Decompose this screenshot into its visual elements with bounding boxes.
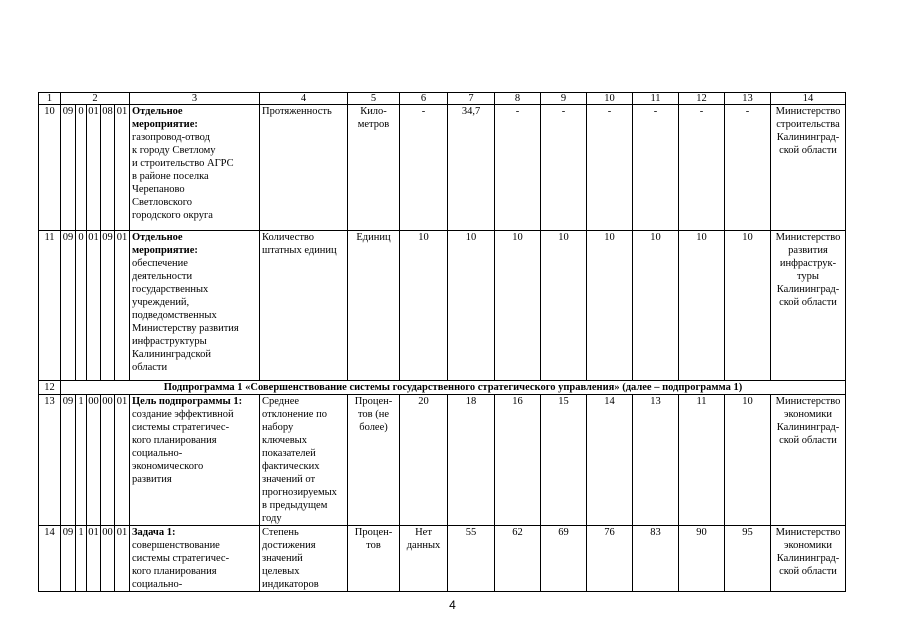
value-cell: 11 bbox=[679, 395, 725, 526]
code-cell: 00 bbox=[101, 395, 115, 526]
value-cell: 13 bbox=[633, 395, 679, 526]
value-cell: - bbox=[495, 105, 541, 231]
value-cell: - bbox=[587, 105, 633, 231]
table-row bbox=[39, 526, 846, 592]
code-cell: 09 bbox=[61, 526, 76, 592]
value-cell: 18 bbox=[448, 395, 495, 526]
code-cell: 09 bbox=[101, 231, 115, 381]
header-cell: 5 bbox=[348, 93, 400, 105]
code-cell: 01 bbox=[115, 395, 130, 526]
value-cell: 10 bbox=[587, 231, 633, 381]
responsible-cell: Министерство экономики Калининград- ской области bbox=[771, 395, 846, 526]
header-cell: 11 bbox=[633, 93, 679, 105]
code-cell: 01 bbox=[115, 526, 130, 592]
indicator-cell: Протяженность bbox=[260, 105, 348, 231]
value-cell: 34,7 bbox=[448, 105, 495, 231]
code-cell: 01 bbox=[115, 105, 130, 231]
value-cell: - bbox=[541, 105, 587, 231]
unit-cell: Единиц bbox=[348, 231, 400, 381]
goal-name-cell bbox=[130, 395, 260, 526]
value-cell: 10 bbox=[448, 231, 495, 381]
header-cell: 6 bbox=[400, 93, 448, 105]
code-cell: 01 bbox=[87, 105, 101, 231]
code-cell: 1 bbox=[76, 395, 87, 526]
event-name-bold: Отдельное мероприятие: bbox=[132, 106, 198, 130]
value-cell: - bbox=[679, 105, 725, 231]
code-cell: 1 bbox=[76, 526, 87, 592]
value-cell: 69 bbox=[541, 526, 587, 592]
value-cell: 55 bbox=[448, 526, 495, 592]
value-cell: 10 bbox=[495, 231, 541, 381]
header-cell: 14 bbox=[771, 93, 846, 105]
header-cell: 12 bbox=[679, 93, 725, 105]
responsible-cell: Министерство экономики Калининград- ской области bbox=[771, 526, 846, 592]
table-row bbox=[39, 231, 846, 381]
row-number: 12 bbox=[39, 381, 61, 395]
header-cell: 1 bbox=[39, 93, 61, 105]
unit-cell: Процен- тов bbox=[348, 526, 400, 592]
task-name-bold: Задача 1: bbox=[132, 527, 176, 538]
value-cell: 20 bbox=[400, 395, 448, 526]
value-cell: 76 bbox=[587, 526, 633, 592]
value-cell: 90 bbox=[679, 526, 725, 592]
value-cell: 10 bbox=[725, 231, 771, 381]
unit-cell: Процен- тов (не более) bbox=[348, 395, 400, 526]
table-row bbox=[39, 395, 846, 526]
value-cell: - bbox=[400, 105, 448, 231]
value-cell: - bbox=[633, 105, 679, 231]
indicator-cell: Степень достижения значений целевых индикаторов bbox=[260, 526, 348, 592]
header-cell: 9 bbox=[541, 93, 587, 105]
event-name-bold: Отдельное мероприятие: bbox=[132, 232, 198, 256]
event-name-cell bbox=[130, 105, 260, 231]
section-row bbox=[39, 381, 846, 395]
header-cell: 2 bbox=[61, 93, 130, 105]
page-number: 4 bbox=[449, 598, 456, 612]
value-cell: 10 bbox=[633, 231, 679, 381]
value-cell: Нет данных bbox=[400, 526, 448, 592]
indicator-cell: Количество штатных единиц bbox=[260, 231, 348, 381]
value-cell: 15 bbox=[541, 395, 587, 526]
code-cell: 09 bbox=[61, 395, 76, 526]
value-cell: 62 bbox=[495, 526, 541, 592]
code-cell: 00 bbox=[101, 526, 115, 592]
row-number: 10 bbox=[39, 105, 61, 231]
goal-name-bold: Цель подпрограммы 1: bbox=[132, 396, 243, 407]
value-cell: 10 bbox=[679, 231, 725, 381]
code-cell: 09 bbox=[61, 105, 76, 231]
value-cell: 83 bbox=[633, 526, 679, 592]
task-name-cell bbox=[130, 526, 260, 592]
header-cell: 7 bbox=[448, 93, 495, 105]
responsible-cell: Министерство строительства Калининград- ской области bbox=[771, 105, 846, 231]
column-number-row bbox=[39, 93, 846, 105]
value-cell: 10 bbox=[725, 395, 771, 526]
code-cell: 09 bbox=[61, 231, 76, 381]
event-name-text: газопровод-отвод к городу Светлому и строительство АГРС в районе поселка Черепаново Светловского городского округа bbox=[132, 132, 234, 221]
value-cell: 16 bbox=[495, 395, 541, 526]
header-cell: 3 bbox=[130, 93, 260, 105]
code-cell: 0 bbox=[76, 105, 87, 231]
row-number: 11 bbox=[39, 231, 61, 381]
header-cell: 8 bbox=[495, 93, 541, 105]
code-cell: 00 bbox=[87, 395, 101, 526]
code-cell: 01 bbox=[115, 231, 130, 381]
indicator-cell: Среднее отклонение по набору ключевых показателей фактических значений от прогнозируемых в предыдущем году bbox=[260, 395, 348, 526]
event-name-cell bbox=[130, 231, 260, 381]
header-cell: 4 bbox=[260, 93, 348, 105]
event-name-text: обеспечение деятельности государственных учреждений, подведомственных Министерству развития инфраструктуры Калининградской области bbox=[132, 258, 239, 373]
value-cell: 95 bbox=[725, 526, 771, 592]
responsible-cell: Министерство развития инфраструк- туры Калининград- ской области bbox=[771, 231, 846, 381]
header-cell: 10 bbox=[587, 93, 633, 105]
code-cell: 01 bbox=[87, 231, 101, 381]
code-cell: 0 bbox=[76, 231, 87, 381]
code-cell: 01 bbox=[87, 526, 101, 592]
indicator-table bbox=[38, 92, 846, 592]
value-cell: 10 bbox=[400, 231, 448, 381]
goal-name-text: создание эффективной системы стратегичес- кого планирования социально- экономического развития bbox=[132, 409, 234, 485]
value-cell: 14 bbox=[587, 395, 633, 526]
unit-cell: Кило- метров bbox=[348, 105, 400, 231]
header-cell: 13 bbox=[725, 93, 771, 105]
value-cell: 10 bbox=[541, 231, 587, 381]
row-number: 13 bbox=[39, 395, 61, 526]
table-row bbox=[39, 105, 846, 231]
row-number: 14 bbox=[39, 526, 61, 592]
task-name-text: совершенствование системы стратегичес- кого планирования социально- bbox=[132, 540, 230, 590]
value-cell: - bbox=[725, 105, 771, 231]
subprogram-title: Подпрограмма 1 «Совершенствование системы государственного стратегического управления» (далее – подпрограмма 1) bbox=[61, 381, 846, 395]
code-cell: 08 bbox=[101, 105, 115, 231]
